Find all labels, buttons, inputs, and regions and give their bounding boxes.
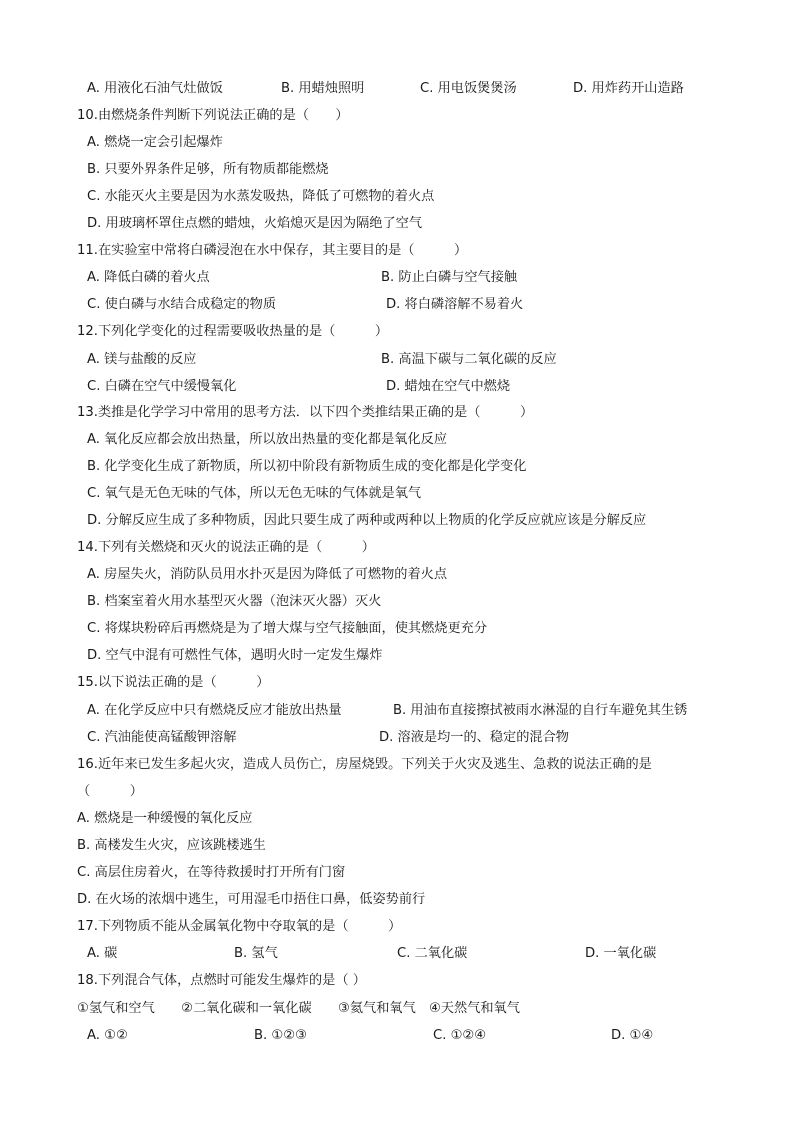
q12-option-a: A. 镁与盐酸的反应	[87, 352, 197, 367]
q10-option-d: D. 用玻璃杯罩住点燃的蜡烛，火焰熄灭是因为隔绝了空气	[87, 216, 423, 231]
q13-stem: 13.类推是化学学习中常用的思考方法．以下四个类推结果正确的是（ ）	[77, 405, 534, 420]
q12-stem: 12.下列化学变化的过程需要吸收热量的是（ ）	[77, 324, 389, 339]
q17-option-b: B. 氢气	[234, 946, 278, 961]
q15-option-a: A. 在化学反应中只有燃烧反应才能放出热量	[87, 703, 342, 718]
q15-option-d: D. 溶液是均一的、稳定的混合物	[379, 730, 569, 745]
q14-option-a: A. 房屋失火，消防队员用水扑灭是因为降低了可燃物的着火点	[87, 567, 448, 582]
q16-option-c: C. 高层住房着火，在等待救援时打开所有门窗	[77, 865, 346, 880]
q12-option-b: B. 高温下碳与二氧化碳的反应	[381, 352, 557, 367]
q10-option-a: A. 燃烧一定会引起爆炸	[87, 135, 223, 150]
q14-stem: 14.下列有关燃烧和灭火的说法正确的是（ ）	[77, 540, 375, 555]
q9-option-d: D. 用炸药开山造路	[573, 81, 684, 96]
q16-option-a: A. 燃烧是一种缓慢的氧化反应	[77, 811, 253, 826]
q18-option-b: B. ①②③	[254, 1028, 307, 1043]
q13-option-c: C. 氧气是无色无味的气体，所以无色无味的气体就是氧气	[87, 486, 422, 501]
q15-stem: 15.以下说法正确的是（ ）	[77, 675, 270, 690]
q13-option-b: B. 化学变化生成了新物质，所以初中阶段有新物质生成的变化都是化学变化	[87, 459, 527, 474]
q17-stem: 17.下列物质不能从金属氧化物中夺取氧的是（ ）	[77, 919, 402, 934]
q18-option-a: A. ①②	[87, 1028, 128, 1043]
q16-stem: 16.近年来已发生多起火灾，造成人员伤亡，房屋烧毁。下列关于火灾及逃生、急救的说法正确的是	[77, 757, 652, 772]
q10-option-b: B. 只要外界条件足够，所有物质都能燃烧	[87, 162, 329, 177]
q9-option-b: B. 用蜡烛照明	[281, 81, 365, 96]
q11-option-b: B. 防止白磷与空气接触	[381, 270, 518, 285]
q17-option-c: C. 二氧化碳	[397, 946, 468, 961]
q14-option-c: C. 将煤块粉碎后再燃烧是为了增大煤与空气接触面，使其燃烧更充分	[87, 621, 488, 636]
q16-option-b: B. 高楼发生火灾，应该跳楼逃生	[77, 838, 266, 853]
q15-option-b: B. 用油布直接擦拭被雨水淋湿的自行车避免其生锈	[393, 703, 688, 718]
q14-option-b: B. 档案室着火用水基型灭火器（泡沫灭火器）灭火	[87, 594, 382, 609]
q9-option-a: A. 用液化石油气灶做饭	[87, 81, 223, 96]
q9-option-c: C. 用电饭煲煲汤	[420, 81, 517, 96]
q12-option-d: D. 蜡烛在空气中燃烧	[386, 379, 511, 394]
q14-option-d: D. 空气中混有可燃性气体，遇明火时一定发生爆炸	[87, 648, 383, 663]
q16-stem-blank: （ ）	[77, 784, 143, 799]
q16-option-d: D. 在火场的浓烟中逃生，可用湿毛巾捂住口鼻，低姿势前行	[77, 892, 426, 907]
q10-option-c: C. 水能灭火主要是因为水蒸发吸热，降低了可燃物的着火点	[87, 189, 435, 204]
q11-option-d: D. 将白磷溶解不易着火	[386, 297, 524, 312]
q11-option-c: C. 使白磷与水结合成稳定的物质	[87, 297, 277, 312]
q18-stem: 18.下列混合气体，点燃时可能发生爆炸的是（ ）	[77, 973, 366, 988]
q17-option-a: A. 碳	[87, 946, 118, 961]
q10-stem: 10.由燃烧条件判断下列说法正确的是（ ）	[77, 108, 349, 123]
q17-option-d: D. 一氧化碳	[585, 946, 657, 961]
q18-items: ①氢气和空气 ②二氧化碳和一氧化碳 ③氦气和氧气 ④天然气和氧气	[77, 1001, 520, 1016]
q18-option-d: D. ①④	[611, 1028, 654, 1043]
q11-stem: 11.在实验室中常将白磷浸泡在水中保存，其主要目的是（ ）	[77, 243, 468, 258]
q11-option-a: A. 降低白磷的着火点	[87, 270, 210, 285]
q12-option-c: C. 白磷在空气中缓慢氧化	[87, 379, 237, 394]
q15-option-c: C. 汽油能使高锰酸钾溶解	[87, 730, 237, 745]
q18-option-c: C. ①②④	[433, 1028, 487, 1043]
q13-option-d: D. 分解反应生成了多种物质，因此只要生成了两种或两种以上物质的化学反应就应该是分解反应	[87, 513, 647, 528]
q13-option-a: A. 氧化反应都会放出热量，所以放出热量的变化都是氧化反应	[87, 432, 448, 447]
